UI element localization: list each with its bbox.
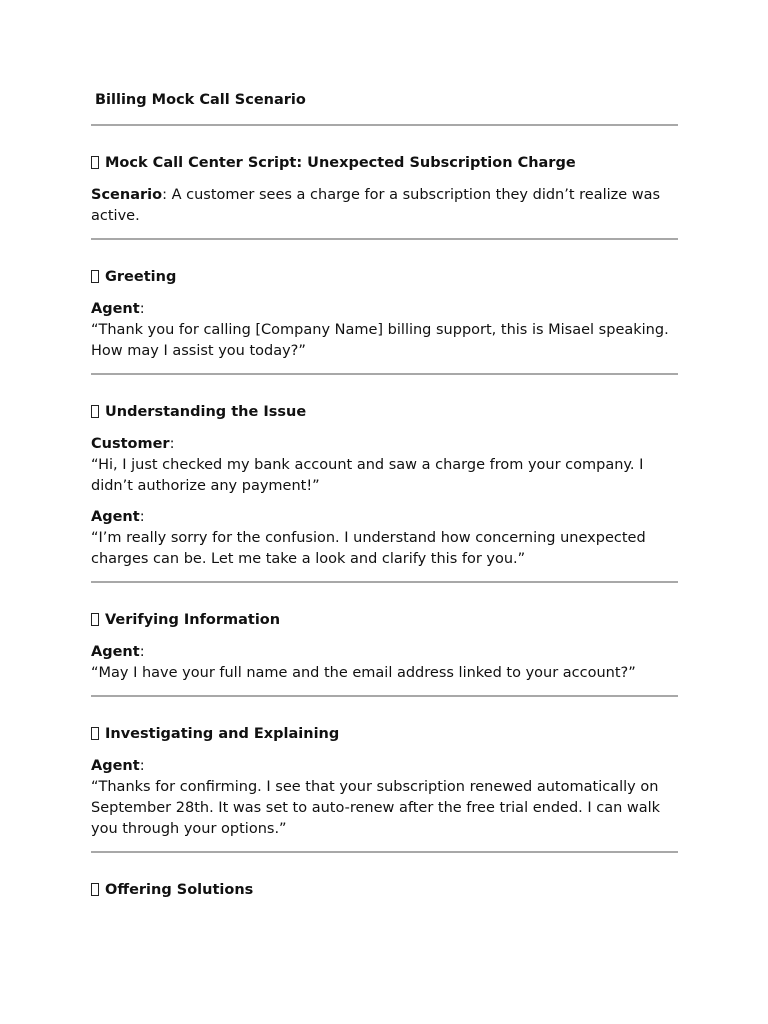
speaker-label: Agent — [91, 758, 140, 774]
missing-glyph-icon — [91, 156, 99, 169]
dialogue-line — [91, 434, 678, 497]
document-title: Billing Mock Call Scenario — [95, 92, 306, 108]
dialogue-line — [91, 756, 678, 840]
paragraph-text: A customer sees a charge for a subscription they didn’t realize was active. — [91, 187, 661, 224]
section-heading: Mock Call Center Script: Unexpected Subscription Charge — [91, 155, 576, 171]
label-separator: : — [169, 436, 175, 452]
dialogue-text: “Thank you for calling [Company Name] billing support, this is Misael speaking. How may I assist you today?” — [91, 322, 669, 359]
dialogue-text: “I’m really sorry for the confusion. I understand how concerning unexpected charges can be. Let me take a look and clarify this for you.” — [91, 530, 646, 567]
divider — [91, 238, 678, 240]
label-separator: : — [139, 509, 145, 525]
missing-glyph-icon — [91, 883, 99, 896]
speaker-label: Agent — [91, 509, 140, 525]
missing-glyph-icon — [91, 270, 99, 283]
section-heading: Understanding the Issue — [91, 404, 306, 420]
missing-glyph-icon — [91, 613, 99, 626]
missing-glyph-icon — [91, 405, 99, 418]
label-separator: : — [139, 644, 145, 660]
section-heading: Investigating and Explaining — [91, 726, 339, 742]
dialogue-text: “Thanks for confirming. I see that your subscription renewed automatically on September 28th. It was set to auto-renew after the free trial ended. I can walk you through your options.” — [91, 779, 661, 837]
scenario-paragraph — [91, 185, 678, 227]
speaker-label: Agent — [91, 301, 140, 317]
label-separator: : — [139, 758, 145, 774]
section-heading: Greeting — [91, 269, 176, 285]
dialogue-line — [91, 642, 678, 684]
dialogue-line — [91, 507, 678, 570]
dialogue-line — [91, 299, 678, 362]
label-separator: : — [139, 301, 145, 317]
paragraph-label: Scenario — [91, 187, 163, 203]
speaker-label: Agent — [91, 644, 140, 660]
speaker-label: Customer — [91, 436, 170, 452]
divider — [91, 695, 678, 697]
missing-glyph-icon — [91, 727, 99, 740]
section-heading: Offering Solutions — [91, 882, 253, 898]
label-separator: : — [162, 187, 172, 203]
divider — [91, 373, 678, 375]
dialogue-text: “May I have your full name and the email address linked to your account?” — [91, 665, 636, 681]
divider — [91, 124, 678, 126]
dialogue-text: “Hi, I just checked my bank account and saw a charge from your company. I didn’t authorize any payment!” — [91, 457, 644, 494]
section-heading: Verifying Information — [91, 612, 280, 628]
divider — [91, 851, 678, 853]
divider — [91, 581, 678, 583]
